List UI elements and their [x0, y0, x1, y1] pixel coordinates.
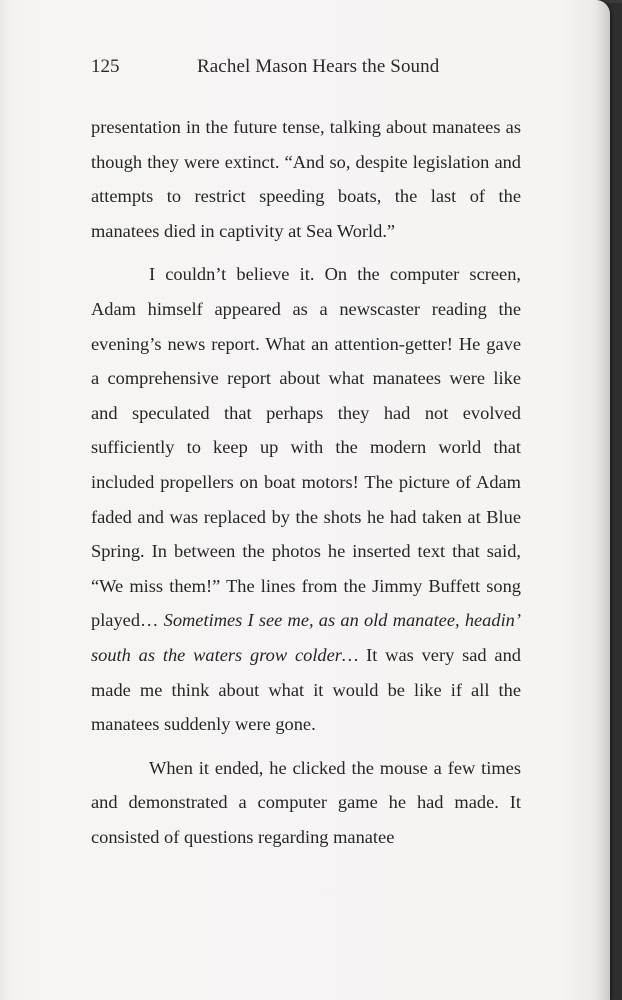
body-text — [91, 110, 521, 854]
paragraph-1: presentation in the future tense, talking about manatees as though they were extinct. “And so, despite legislation and attempts to restrict speeding boats, the last of the manatees died in captivity at Sea World.” — [91, 117, 521, 241]
paragraph-2 — [91, 257, 521, 741]
paragraph-2-text-a: I couldn’t believe it. On the computer screen, Adam himself appeared as a newscaster reading the evening’s news report. What an attention-getter! He gave a comprehensive report about what manatees were like and speculated that perhaps they had not evolved sufficiently to keep up with the modern world that included propellers on boat motors! The picture of Adam faded and was replaced by the shots he had taken at Blue Spring. In between the photos he inserted text that said, “We miss them!” The lines from the Jimmy Buffett song played… — [91, 264, 521, 631]
paragraph-3: When it ended, he clicked the mouse a few times and demonstrated a computer game he had made. It consisted of questions regarding manatee — [91, 757, 521, 847]
page-number: 125 — [91, 56, 120, 77]
paragraph-2-text-b: It was very sad and made me think about what it would be like if all the manatees suddenly were gone. — [91, 644, 521, 735]
song-lyrics-quote: Sometimes I see me, as an old manatee, headin’ south as the waters grow colder… — [91, 610, 522, 665]
page-header — [91, 56, 521, 82]
running-title: Rachel Mason Hears the Sound — [197, 56, 440, 77]
